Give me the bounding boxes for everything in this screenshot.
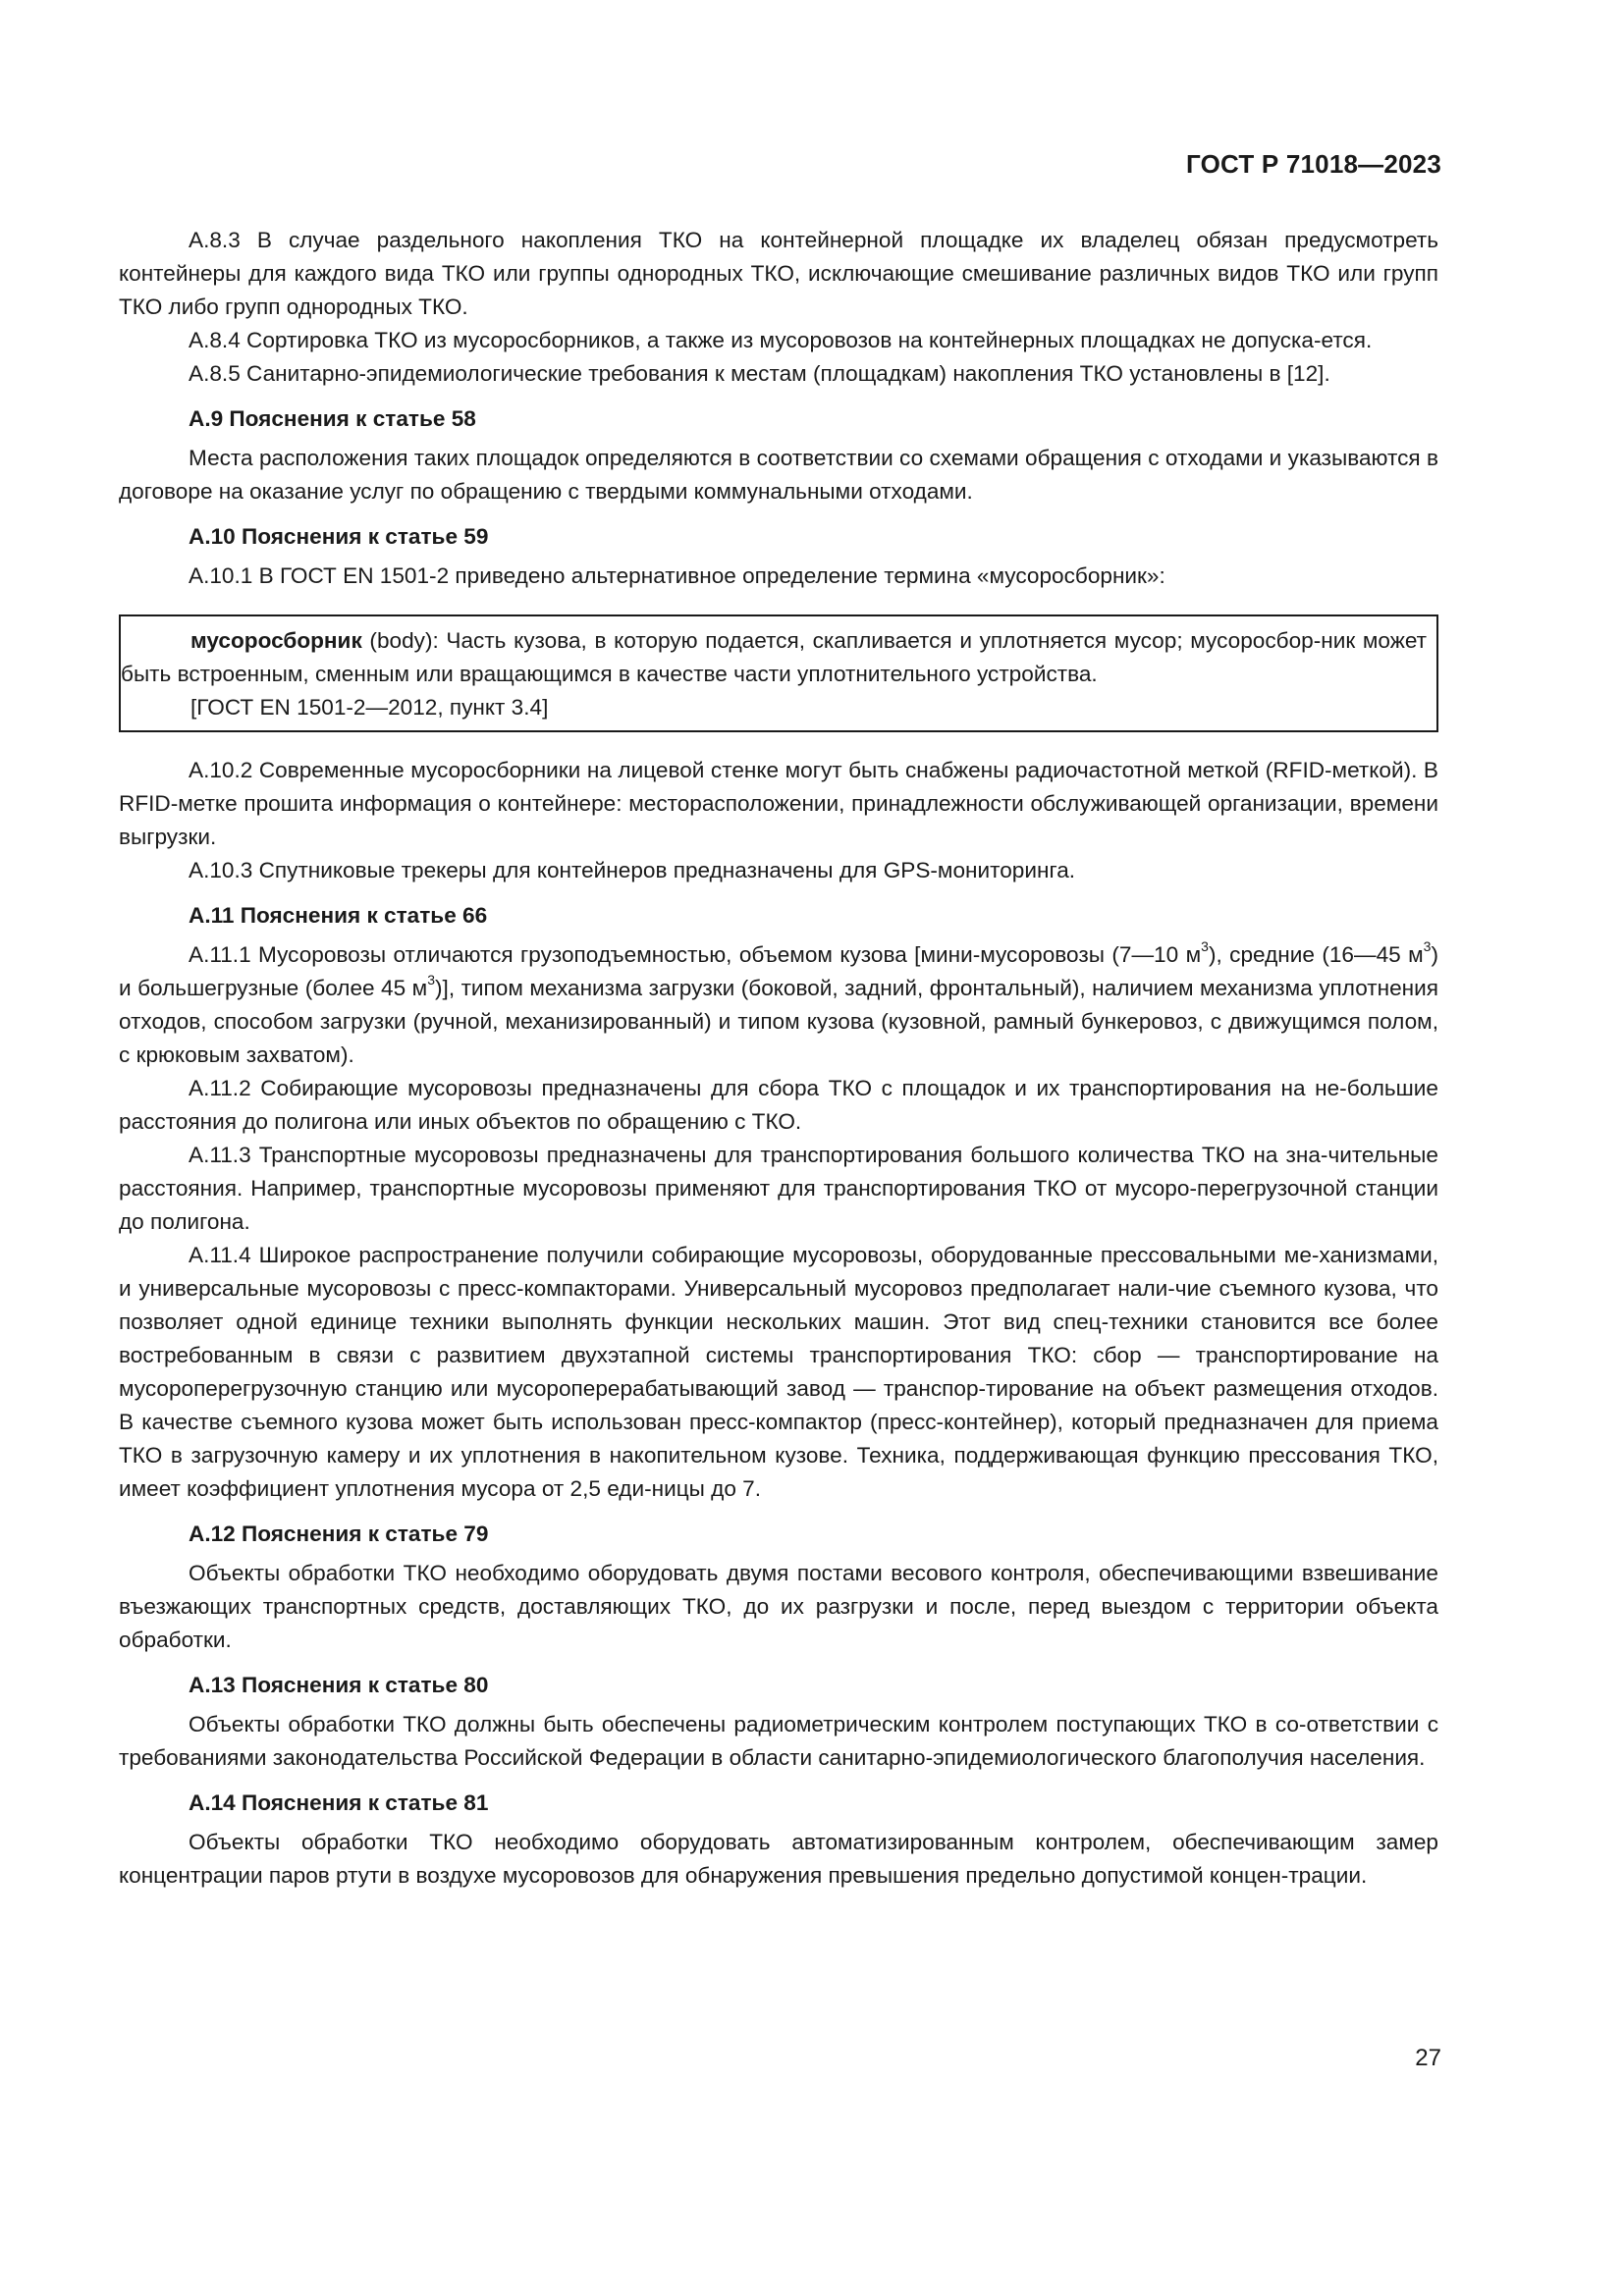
page-content	[119, 224, 1438, 1893]
definition-source: [ГОСТ EN 1501-2—2012, пункт 3.4]	[190, 695, 549, 720]
clause-a9: Места расположения таких площадок определяются в соответствии со схемами обращения с отходами и указываются в договоре на оказание услуг по обращению с твердыми коммунальными отходами.	[119, 446, 1438, 504]
clause-a10-2: А.10.2 Современные мусоросборники на лицевой стенке могут быть снабжены радиочастотной меткой (RFID-меткой). В RFID-метке прошита информация о контейнере: месторасположении, принадлежности обслуживающей организации, времени выгрузки.	[119, 758, 1438, 849]
heading-a14: А.14 Пояснения к статье 81	[189, 1790, 489, 1815]
heading-a9: А.9 Пояснения к статье 58	[189, 406, 476, 431]
clause-a8-4: А.8.4 Сортировка ТКО из мусоросборников, а также из мусоровозов на контейнерных площадках не допуска-ется.	[189, 328, 1373, 352]
superscript: 3	[427, 972, 436, 988]
clause-a12: Объекты обработки ТКО необходимо оборудовать двумя постами весового контроля, обеспечивающими взвешивание въезжающих транспортных средств, доставляющих ТКО, до их разгрузки и после, перед выездом с территории объекта обработки.	[119, 1561, 1438, 1652]
definition-term: мусоросборник	[190, 628, 362, 653]
clause-a11-1-text: ) и большегрузные (более 45 м	[119, 942, 1438, 1000]
clause-a11-2: А.11.2 Собирающие мусоровозы предназначены для сбора ТКО с площадок и их транспортирования на не-большие расстояния до полигона или иных объектов по обращению с ТКО.	[119, 1076, 1438, 1134]
clause-a8-5: А.8.5 Санитарно-эпидемиологические требования к местам (площадкам) накопления ТКО установлены в [12].	[189, 361, 1330, 386]
clause-a11-4: А.11.4 Широкое распространение получили собирающие мусоровозы, оборудованные прессовальными ме-ханизмами, и универсальные мусоровозы с пресс-компакторами. Универсальный мусоровоз предполагает нали-чие съемного кузова, что позволяет одной единице техники выполнять функции нескольких машин. Этот вид спец-техники становится все более востребованным в связи с развитием двухэтапной системы транспортирования ТКО: сбор — транспортирование на мусороперегрузочную станцию или мусороперерабатывающий завод — транспор-тирование на объект размещения отходов. В качестве съемного кузова может быть использован пресс-компактор (пресс-контейнер), который предназначен для приема ТКО в загрузочную камеру и их уплотнения в накопительном кузове. Техника, поддерживающая функцию прессования ТКО, имеет коэффициент уплотнения мусора от 2,5 еди-ницы до 7.	[119, 1243, 1438, 1501]
clause-a10-3: А.10.3 Спутниковые трекеры для контейнеров предназначены для GPS-мониторинга.	[189, 858, 1076, 882]
clause-a11-1-text: ), средние (16—45 м	[1208, 942, 1424, 967]
definition-body: (body): Часть кузова, в которую подается, скапливается и уплотняется мусор; мусоросбор-ник может быть встроенным, сменным или вращающимся в качестве части уплотнительного устройства.	[121, 628, 1427, 686]
page-number: 27	[1415, 2045, 1441, 2071]
clause-a14: Объекты обработки ТКО необходимо оборудовать автоматизированным контролем, обеспечивающим замер концентрации паров ртути в воздухе мусоровозов для обнаружения превышения предельно допустимой концен-трации.	[119, 1830, 1438, 1888]
clause-a11-3: А.11.3 Транспортные мусоровозы предназначены для транспортирования большого количества ТКО на зна-чительные расстояния. Например, транспортные мусоровозы применяют для транспортирования ТКО от мусоро-перегрузочной станции до полигона.	[119, 1143, 1438, 1234]
clause-a11-1-text: )], типом механизма загрузки (боковой, задний, фронтальный), наличием механизма уплотнения отходов, способом загрузки (ручной, механизированный) и типом кузова (кузовной, рамный бункеровоз, с движущимся полом, с крюковым захватом).	[119, 976, 1439, 1067]
clause-a13: Объекты обработки ТКО должны быть обеспечены радиометрическим контролем поступающих ТКО в со-ответствии с требованиями законодательства Российской Федерации в области санитарно-эпидемиологического благополучия населения.	[119, 1712, 1438, 1770]
definition-text	[121, 624, 1427, 691]
standard-designation: ГОСТ Р 71018—2023	[1186, 149, 1441, 179]
clause-a10-1: А.10.1 В ГОСТ EN 1501-2 приведено альтернативное определение термина «мусоросборник»:	[189, 563, 1165, 588]
heading-a10: А.10 Пояснения к статье 59	[189, 524, 489, 549]
clause-a8-3: А.8.3 В случае раздельного накопления ТКО на контейнерной площадке их владелец обязан предусмотреть контейнеры для каждого вида ТКО или группы однородных ТКО, исключающие смешивание различных видов ТКО или групп ТКО либо групп однородных ТКО.	[119, 228, 1438, 319]
superscript: 3	[1201, 938, 1209, 955]
heading-a13: А.13 Пояснения к статье 80	[189, 1673, 489, 1697]
superscript: 3	[1423, 938, 1432, 955]
heading-a12: А.12 Пояснения к статье 79	[189, 1522, 489, 1546]
heading-a11: А.11 Пояснения к статье 66	[189, 903, 488, 928]
clause-a11-1	[119, 938, 1438, 1072]
clause-a11-1-text: А.11.1 Мусоровозы отличаются грузоподъемностью, объемом кузова [мини-мусоровозы (7—10 м	[189, 942, 1202, 967]
definition-box	[119, 614, 1438, 732]
